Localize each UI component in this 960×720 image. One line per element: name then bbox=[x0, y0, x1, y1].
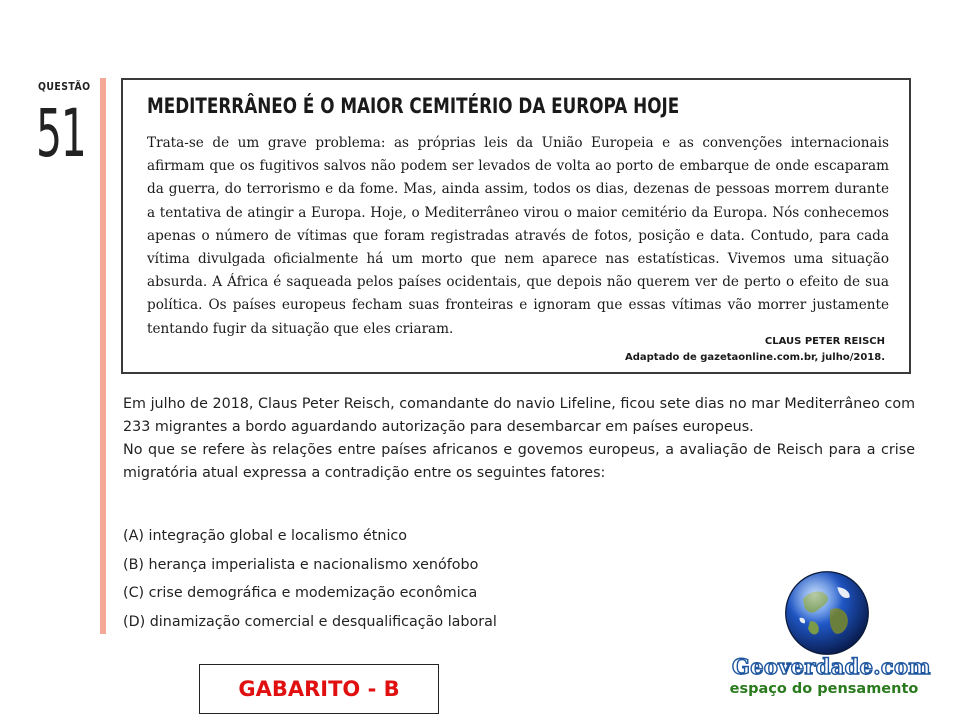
text-body: Trata-se de um grave problema: as próprias leis da União Europeia e as convenções internacionais afirmam que os fugitivos salvos não podem ser levados de volta ao porto de embarque de onde escaparam da guerra, do terrorismo e da fome. Mas, ainda assim, todos os dias, dezenas de pessoas morrem durante a tentativa de atingir a Europa. Hoje, o Mediterrâneo virou o maior cemitério da Europa. Nós conhecemos apenas o número de vítimas que foram registradas através de fotos, posição e data. Contudo, para cada vítima divulgada oficialmente há um morto que nem aparece nas estatísticas. Vivemos uma situação absurda. A África é saqueada pelos países ocidentais, que depois não querem ver de perto o efeito de sua política. Os países europeus fecham suas fronteiras e ignoram que essas vítimas vão morrer justamente tentando fugir da situação que eles criaram. bbox=[147, 135, 889, 337]
stem-paragraph-1: Em julho de 2018, Claus Peter Reisch, comandante do navio Lifeline, ficou sete dias no mar Mediterrâneo com 233 migrantes a bordo aguardando autorização para desembarcar em países europeus. bbox=[123, 396, 915, 435]
question-stem bbox=[123, 393, 915, 485]
globe-icon bbox=[784, 570, 870, 656]
text-title: MEDITERRÂNEO É O MAIOR CEMITÉRIO DA EUROPA HOJE bbox=[147, 94, 680, 118]
option-d[interactable]: (D) dinamização comercial e desqualificação laboral bbox=[123, 613, 497, 630]
answer-key-box: GABARITO - B bbox=[199, 664, 439, 714]
option-c[interactable]: (C) crise demográfica e modemização econômica bbox=[123, 585, 478, 601]
text-source: Adaptado de gazetaonline.com.br, julho/2018. bbox=[624, 352, 885, 363]
source-text-box bbox=[121, 78, 911, 374]
option-b[interactable]: (B) herança imperialista e nacionalismo xenófobo bbox=[123, 556, 479, 573]
site-name-logo: Geoverdade.com bbox=[732, 654, 931, 679]
accent-side-bar bbox=[100, 78, 106, 634]
stem-paragraph-2: No que se refere às relações entre países africanos e govemos europeus, a avaliação de Reisch para a crise migratória atual expressa a contradição entre os seguintes fatores: bbox=[123, 442, 915, 481]
question-label: QUESTÃO bbox=[38, 80, 91, 93]
site-tagline: espaço do pensamento bbox=[729, 681, 919, 697]
text-author: CLAUS PETER REISCH bbox=[764, 336, 885, 347]
question-number: 51 bbox=[36, 95, 86, 172]
answer-options bbox=[123, 525, 497, 639]
option-a[interactable]: (A) integração global e localismo étnico bbox=[123, 528, 408, 544]
